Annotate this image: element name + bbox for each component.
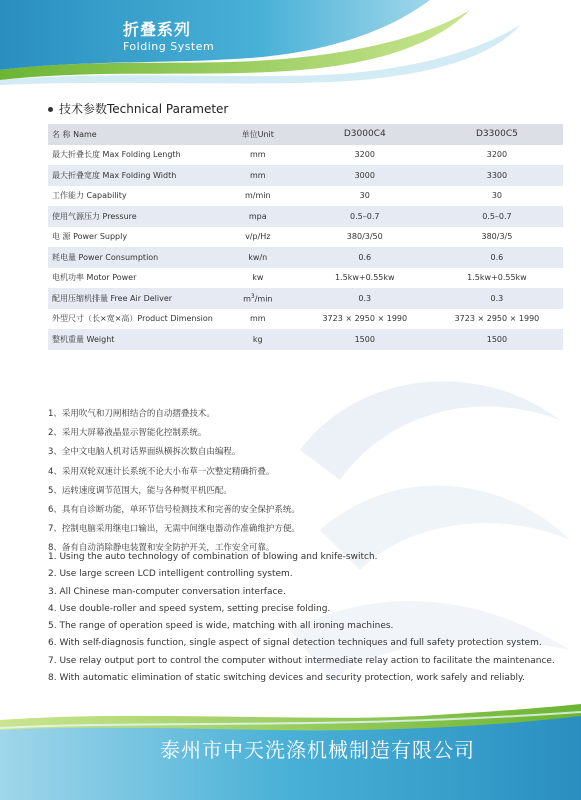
col-header-name: 名 称 Name xyxy=(48,124,217,145)
unit-superscript: 3 xyxy=(250,292,255,300)
spec-table xyxy=(48,124,563,350)
row-value-model2: 1.5kw+0.55kw xyxy=(467,273,527,283)
section-title xyxy=(48,100,228,117)
row-value-model1: 30 xyxy=(359,191,370,201)
row-name: 电 源 Power Supply xyxy=(52,232,128,242)
header-title-cn: 折叠系列 xyxy=(123,20,192,39)
row-name: 外型尺寸（长×宽×高）Product Dimension xyxy=(52,314,213,324)
row-unit: kw xyxy=(252,273,264,283)
features-cn-list xyxy=(48,405,300,559)
row-unit: mpa xyxy=(217,206,299,227)
list-item: 8. With automatic elimination of static switching devices and security protection, work safely and reliably. xyxy=(48,673,525,684)
row-value-model2: 3723 × 2950 × 1990 xyxy=(454,314,540,324)
table-row xyxy=(48,268,563,289)
table-row xyxy=(48,206,563,227)
list-item: 7、控制电脑采用继电口输出，无需中间继电器动作准确维护方便。 xyxy=(48,524,300,535)
table-row xyxy=(48,145,563,166)
row-value-model1: 1.5kw+0.55kw xyxy=(334,273,395,283)
row-value-model1: 380/3/50 xyxy=(346,232,383,242)
list-item: 4、采用双轮双速计长系统不论大小布草一次整定精确折叠。 xyxy=(48,466,275,477)
row-name: 配用压缩机排量 Free Air Deliver xyxy=(48,288,217,309)
row-name: 最大折叠宽度 Max Folding Width xyxy=(48,165,217,186)
table-row xyxy=(48,309,563,330)
list-item: 7. Use relay output port to control the computer without intermediate relay action to facilitate the maintenance. xyxy=(48,655,555,666)
list-item: 3、全中文电脑人机对话界面纵横拆次数自由编程。 xyxy=(48,447,241,458)
list-item: 1、采用吹气和刀闸相结合的自动摺叠技术。 xyxy=(48,409,215,419)
header-banner xyxy=(0,0,581,85)
list-item: 1. Using the auto technology of combination of blowing and knife-switch. xyxy=(48,552,378,562)
row-name: 电机功率 Motor Power xyxy=(52,273,137,283)
row-value-model1: 3000 xyxy=(299,165,431,186)
row-unit: kw/n xyxy=(217,247,299,268)
company-name: 泰州市中天洗涤机械制造有限公司 xyxy=(160,738,475,762)
table-header-row xyxy=(48,124,563,145)
row-value-model1: 3200 xyxy=(354,150,375,160)
list-item: 6、具有自诊断功能，单环节信号检测技术和完善的安全保护系统。 xyxy=(48,504,300,515)
col-header-model2: D3300C5 xyxy=(431,124,563,145)
row-unit: mm xyxy=(249,314,266,324)
row-name: 工作能力 Capability xyxy=(52,191,127,201)
list-item: 2. Use large screen LCD intelligent controlling system. xyxy=(48,569,293,580)
row-value-model2: 0.5–0.7 xyxy=(431,206,563,227)
row-value-model1: 0.6 xyxy=(299,247,431,268)
col-header-model1: D3000C4 xyxy=(299,124,431,145)
list-item: 2、采用大屏幕液晶显示智能化控制系统。 xyxy=(48,428,207,439)
unit-main: m xyxy=(243,294,251,304)
row-value-model1: 3723 × 2950 × 1990 xyxy=(322,314,408,324)
list-item: 3. All Chinese man-computer conversation interface. xyxy=(48,586,286,597)
features-en-list xyxy=(48,549,555,687)
row-name: 最大折叠长度 Max Folding Length xyxy=(52,150,181,160)
row-unit: mm xyxy=(249,150,266,160)
col-header-unit: 单位Unit xyxy=(217,124,299,145)
section-title-text: 技术参数Technical Parameter xyxy=(59,102,229,116)
row-unit: mm xyxy=(217,165,299,186)
table-row xyxy=(48,227,563,248)
list-item: 5、运转速度调节范围大，能与各种熨平机匹配。 xyxy=(48,485,232,496)
list-item: 6. With self-diagnosis function, single aspect of signal detection techniques and full safety protection system. xyxy=(48,638,542,649)
row-unit xyxy=(217,288,299,309)
row-name: 使用气源压力 Pressure xyxy=(48,206,217,227)
row-value-model2: 0.6 xyxy=(431,247,563,268)
row-value-model2: 30 xyxy=(491,191,503,201)
row-value-model2: 0.3 xyxy=(431,288,563,309)
row-value-model2: 3300 xyxy=(431,165,563,186)
bullet-icon xyxy=(48,107,53,112)
row-unit: m/min xyxy=(244,191,271,201)
list-item: 8、备有自动消除静电装置和安全防护开关，工作安全可靠。 xyxy=(48,543,275,554)
row-unit: kg xyxy=(217,329,299,350)
list-item: 4. Use double-roller and speed system, setting precise folding. xyxy=(48,603,331,614)
row-name: 整机重量 Weight xyxy=(48,329,217,350)
row-unit: v/p/Hz xyxy=(245,232,271,242)
table-row xyxy=(48,288,563,309)
row-value-model1: 0.5–0.7 xyxy=(299,206,431,227)
header-title-en: Folding System xyxy=(123,40,215,53)
header-wave-graphic xyxy=(0,0,581,85)
list-item: 5. The range of operation speed is wide, matching with all ironing machines. xyxy=(48,621,394,632)
unit-tail: /min xyxy=(254,294,273,304)
row-value-model1: 1500 xyxy=(299,329,431,350)
row-value-model2: 1500 xyxy=(431,329,563,350)
table-row xyxy=(48,247,563,268)
row-name: 耗电量 Power Consumption xyxy=(48,247,217,268)
table-row xyxy=(48,186,563,207)
row-value-model2: 380/3/5 xyxy=(481,232,513,242)
row-value-model2: 3200 xyxy=(486,150,508,160)
row-value-model1: 0.3 xyxy=(299,288,431,309)
table-row xyxy=(48,165,563,186)
